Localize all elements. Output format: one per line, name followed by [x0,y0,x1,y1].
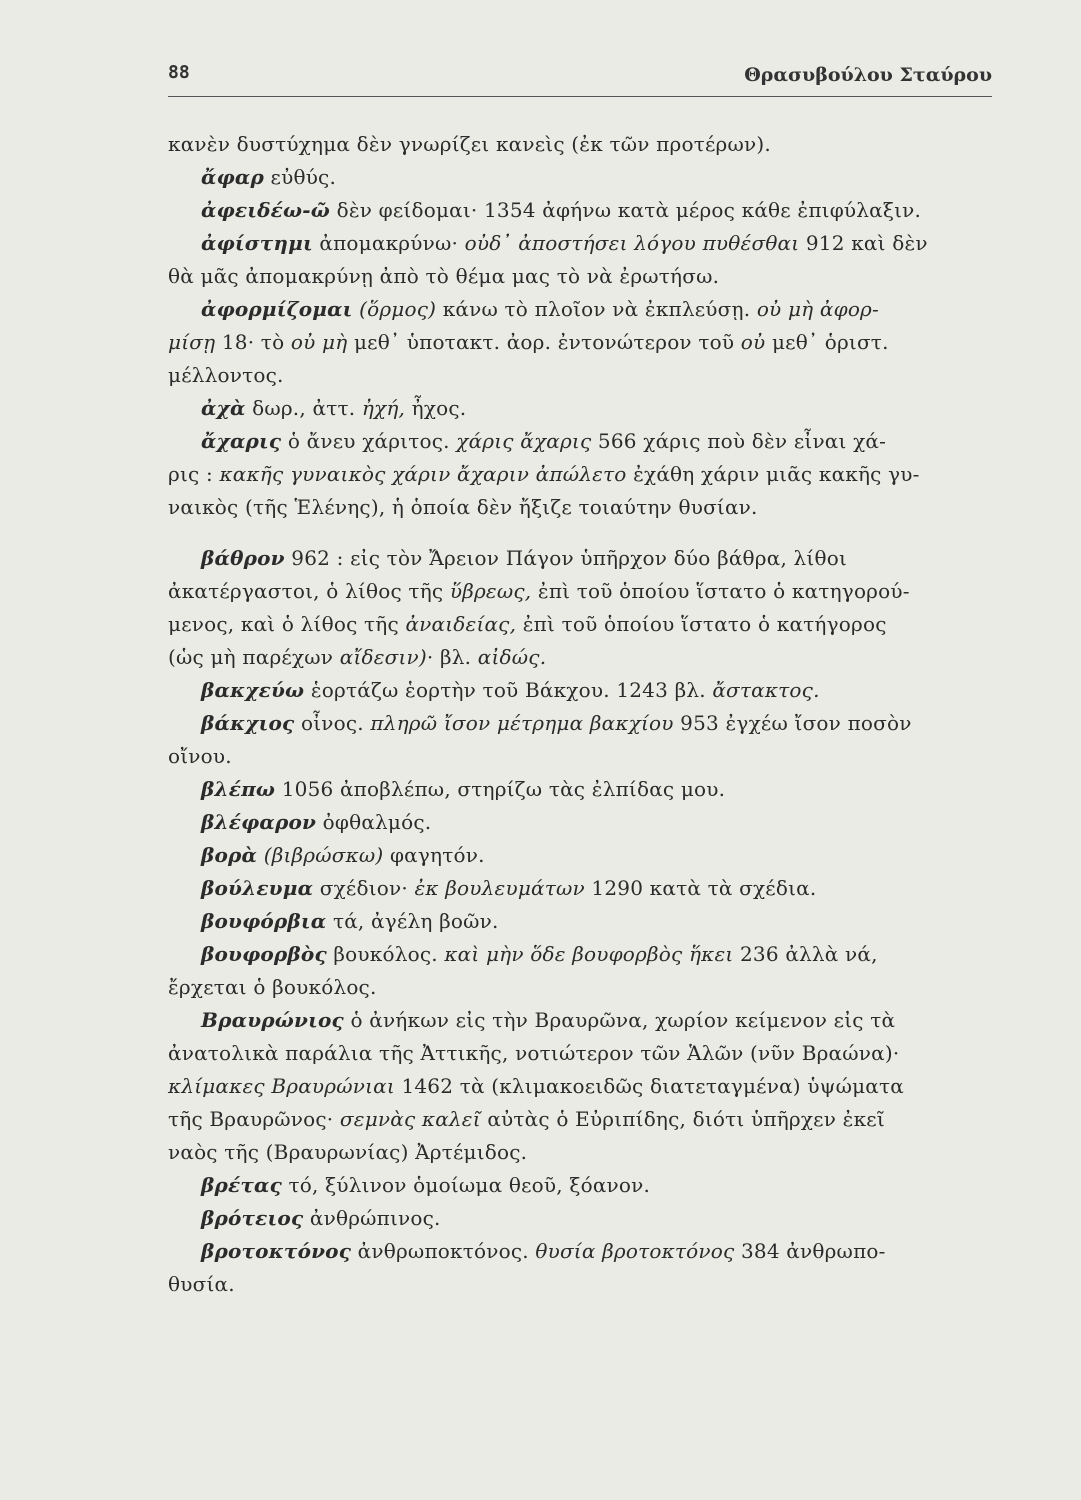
text-line [168,1202,992,1235]
quotation-text: αἴδεσιν) [339,645,427,669]
lemma-headword: βουφόρβια [201,909,327,933]
definition-text: μεθ᾽ ὁριστ. [765,330,889,354]
lemma-headword: βούλευμα [201,876,314,900]
definition-text: εὐθύς. [263,165,337,189]
definition-text: ἐπὶ τοῦ ὁποίου ἵστατο ὁ κατηγορού- [531,579,910,603]
text-line [168,425,992,458]
text-line [168,1235,992,1268]
definition-text: μενος, καὶ ὁ λίθος τῆς [168,612,406,636]
text-line [168,905,992,938]
text-line [168,1136,992,1169]
definition-text: ἐπὶ τοῦ ὁποίου ἵστατο ὁ κατήγορος [516,612,887,636]
text-line [168,194,992,227]
text-line [168,872,992,905]
definition-text: 953 ἐγχέω ἴσον ποσὸν [673,711,912,735]
lemma-headword: βλέφαρον [201,810,317,834]
definition-text: ἐχάθη χάριν μιᾶς κακῆς γυ- [626,462,920,486]
definition-text: τά, ἀγέλη βοῶν. [326,909,499,933]
page-number: 88 [168,62,190,83]
quotation-text: καὶ μὴν ὅδε βουφορβὸς ἥκει [444,942,734,966]
text-line [168,1004,992,1037]
definition-text: ἦχος. [405,396,467,420]
text-line [168,293,992,326]
text-line [168,839,992,872]
lemma-headword: βρέτας [201,1173,282,1197]
quotation-text: ἠχή, [361,396,406,420]
text-line [168,740,992,773]
text-line [168,392,992,425]
definition-text: ἔρχεται ὁ βουκόλος. [168,975,377,999]
text-line [168,227,992,260]
text-line [168,161,992,194]
page-header [168,58,992,97]
quotation-text: οὐδ᾽ ἀποστήσει λόγου πυθέσθαι [464,231,800,255]
definition-text: · βλ. [426,645,478,669]
text-line [168,458,992,491]
lemma-headword: ἀφορμίζομαι [201,297,353,321]
definition-text: ἀνθρωποκτόνος. [351,1239,536,1263]
quotation-text: (ὅρμος) [359,297,437,321]
quotation-text: σεμνὰς καλεῖ [339,1107,481,1131]
text-line [168,608,992,641]
definition-text: φαγητόν. [383,843,485,867]
definition-text: ρις : [168,462,220,486]
quotation-text: οὐ μὴ ἀφορ- [756,297,879,321]
quotation-text: κακῆς γυναικὸς χάριν ἄχαριν ἀπώλετο [219,462,627,486]
lemma-headword: βακχεύω [201,678,305,702]
quotation-text: αἰδώς. [477,645,547,669]
text-line [168,707,992,740]
lemma-headword: ἄφαρ [201,165,264,189]
definition-text: αὐτὰς ὁ Εὐριπίδης, διότι ὑπῆρχεν ἐκεῖ [480,1107,885,1131]
lemma-headword: ἀφειδέω-ῶ [201,198,331,222]
text-line [168,326,992,359]
text-line [168,773,992,806]
text-line [168,1037,992,1070]
definition-text: ἀκατέργαστοι, ὁ λίθος τῆς [168,579,450,603]
lemma-headword: ἀχὰ [201,396,246,420]
definition-text: 912 καὶ δὲν [799,231,928,255]
text-line [168,938,992,971]
text-line [168,971,992,1004]
definition-text: ναικὸς (τῆς Ἑλένης), ἡ ὁποία δὲν ἤξιζε τοιαύτην θυσίαν. [168,495,758,519]
definition-text: οἶνος. [294,711,371,735]
lemma-headword: βορὰ [201,843,258,867]
definition-text: δωρ., ἀττ. [245,396,362,420]
definition-text: 1056 ἀποβλέπω, στηρίζω τὰς ἐλπίδας μου. [275,777,726,801]
text-line [168,575,992,608]
definition-text: δὲν φείδομαι· 1354 ἀφήνω κατὰ μέρος κάθε ἐπιφύλαξιν. [330,198,922,222]
text-line [168,1268,992,1301]
text-line [168,491,992,524]
quotation-text: ἀναιδείας, [405,612,517,636]
text-line [168,128,992,161]
definition-text: βουκόλος. [326,942,445,966]
lemma-headword: βλέπω [201,777,276,801]
lemma-headword: βάθρον [201,546,285,570]
definition-text: οἴνου. [168,744,232,768]
lemma-headword: ἄχαρις [201,429,282,453]
lemma-headword: ἀφίστημι [201,231,313,255]
text-line [168,260,992,293]
definition-text: ἀνθρώπινος. [303,1206,441,1230]
definition-text: μέλλοντος. [168,363,284,387]
text-line [168,806,992,839]
quotation-text: οὐ μὴ [290,330,348,354]
definition-text: ἀπομακρύνω· [312,231,465,255]
quotation-text: κλίμακες Βραυρώνιαι [168,1074,395,1098]
quotation-text: θυσία βροτοκτόνος [535,1239,735,1263]
text-line [168,1103,992,1136]
lemma-headword: Βραυρώνιος [201,1008,344,1032]
definition-text: (ὡς μὴ παρέχων [168,645,340,669]
lemma-headword: βροτοκτόνος [201,1239,352,1263]
definition-text: τῆς Βραυρῶνος· [168,1107,340,1131]
definition-text: 962 : εἰς τὸν Ἄρειον Πάγον ὑπῆρχον δύο βάθρα, λίθοι [284,546,847,570]
definition-text: 1462 τὰ (κλιμακοειδῶς διατεταγμένα) ὑψώματα [394,1074,904,1098]
glossary-text [168,128,992,1301]
lemma-headword: βάκχιος [201,711,295,735]
running-title: Θρασυβούλου Σταύρου [744,64,992,86]
definition-text: ἀνατολικὰ παράλια τῆς Ἀττικῆς, νοτιώτερον τῶν Ἁλῶν (νῦν Βραώνα)· [168,1041,900,1065]
text-line [168,641,992,674]
definition-text: μεθ᾽ ὑποτακτ. ἀορ. ἐντονώτερον τοῦ [347,330,741,354]
definition-text: 384 ἀνθρωπο- [734,1239,886,1263]
definition-text: ναὸς τῆς (Βραυρωνίας) Ἀρτέμιδος. [168,1140,528,1164]
quotation-text: ὕβρεως, [449,579,532,603]
quotation-text: χάρις ἄχαρις [456,429,592,453]
definition-text: 236 ἀλλὰ νά, [733,942,878,966]
text-line [168,1169,992,1202]
quotation-text: ἐκ βουλευμάτων [414,876,585,900]
quotation-text: πληρῶ ἴσον μέτρημα βακχίου [370,711,674,735]
definition-text: θυσία. [168,1272,235,1296]
text-line [168,1070,992,1103]
definition-text: ὁ ἀνήκων εἰς τὴν Βραυρῶνα, χωρίον κείμενον εἰς τὰ [343,1008,896,1032]
quotation-text: ἄστακτος. [712,678,820,702]
definition-text: κανὲν δυστύχημα δὲν γνωρίζει κανεὶς (ἐκ τῶν προτέρων). [168,132,771,156]
definition-text: ἑορτάζω ἑορτὴν τοῦ Βάκχου. 1243 βλ. [304,678,713,702]
quotation-text: μίσῃ [168,330,216,354]
definition-text: κάνω τὸ πλοῖον νὰ ἐκπλεύσῃ. [436,297,757,321]
text-line [168,542,992,575]
quotation-text: οὐ [740,330,766,354]
definition-text: ὀφθαλμός. [316,810,432,834]
definition-text: θὰ μᾶς ἀπομακρύνῃ ἀπὸ τὸ θέμα μας τὸ νὰ ἐρωτήσω. [168,264,720,288]
definition-text: σχέδιον· [313,876,415,900]
definition-text: τό, ξύλινον ὁμοίωμα θεοῦ, ξόανον. [281,1173,651,1197]
lemma-headword: βουφορβὸς [201,942,327,966]
quotation-text: (βιβρώσκω) [263,843,384,867]
definition-text: 1290 κατὰ τὰ σχέδια. [584,876,817,900]
definition-text: ὁ ἄνευ χάριτος. [281,429,457,453]
definition-text: 566 χάρις ποὺ δὲν εἶναι χά- [591,429,887,453]
definition-text: 18· τὸ [215,330,291,354]
lemma-headword: βρότειος [201,1206,304,1230]
text-line [168,674,992,707]
text-line [168,359,992,392]
